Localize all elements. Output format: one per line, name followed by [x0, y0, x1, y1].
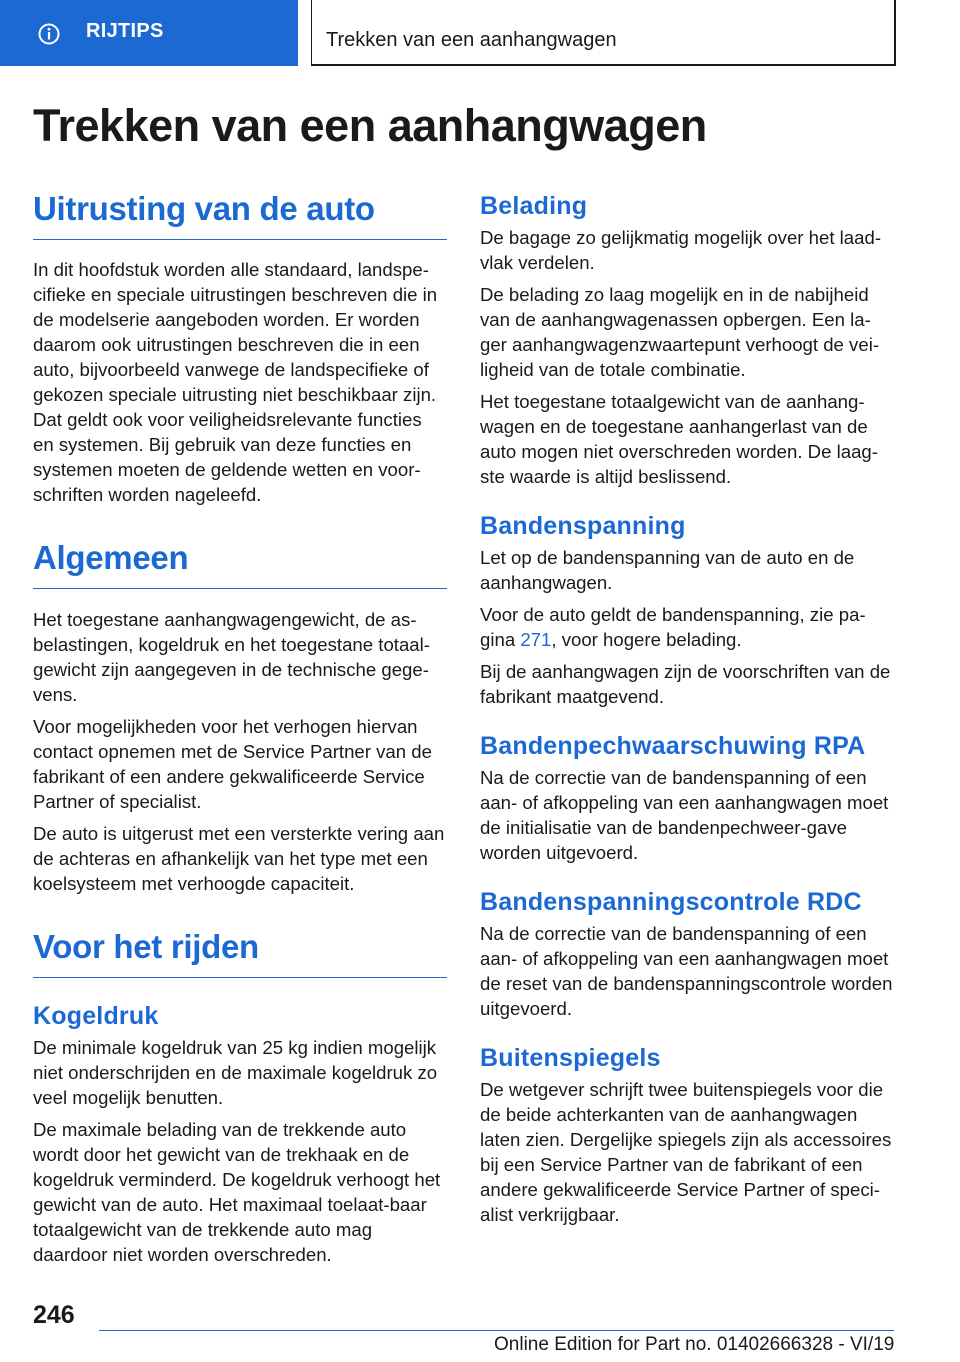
section-buitenspiegels	[480, 1044, 896, 1227]
info-icon	[38, 23, 60, 45]
section-belading	[480, 192, 896, 489]
subheading-belading: Belading	[480, 192, 588, 220]
page-link-271[interactable]: 271	[520, 629, 552, 650]
chapter-header	[311, 0, 896, 66]
section-bandenspanning	[480, 512, 896, 709]
paragraph: De maximale belading van de trekkende auto wordt door het gewicht van de trekhaak en de kogeldruk verminderd. De kogeldruk verhoogt het gewicht van de auto. Het maximaal toelaat‐baar totaalgewicht van de trekkende auto mag daardoor niet worden overschreden.	[33, 1119, 441, 1265]
paragraph: Het toegestane totaalgewicht van de aanhang‐wagen en de toegestane aanhangerlast van de auto mogen niet overschreden worden. De laag‐ste waarde is altijd beslissend.	[480, 391, 878, 487]
subheading-kogeldruk: Kogeldruk	[33, 1002, 159, 1030]
paragraph: De minimale kogeldruk van 25 kg indien mogelijk niet onderschrijden en de maximale kogeldruk zo veel mogelijk benutten.	[33, 1037, 438, 1108]
chapter-header-label: Trekken van een aanhangwagen	[326, 29, 617, 51]
section-heading-uitrusting: Uitrusting van de auto	[33, 190, 447, 240]
page-title: Trekken van een aanhangwagen	[33, 100, 707, 151]
section-tab-label: RIJTIPS	[86, 20, 164, 42]
paragraph-text: Voor de auto geldt de bandenspanning, zie pa‐gina	[480, 604, 866, 650]
left-column	[33, 190, 447, 1267]
footer-rule	[99, 1330, 894, 1331]
paragraph: Het toegestane aanhangwagengewicht, de as‐belastingen, kogeldruk en het toegestane totaal‐gewicht zijn aangegeven in de technische gege‐vens.	[33, 609, 430, 705]
right-column	[480, 192, 896, 1227]
paragraph: Na de correctie van de bandenspanning of een aan- of afkoppeling van een aanhangwagen moet de reset van de bandenspanningscontrole worden uitgevoerd.	[480, 923, 893, 1019]
paragraph	[480, 602, 896, 652]
section-heading-algemeen: Algemeen	[33, 539, 447, 589]
paragraph: De wetgever schrijft twee buitenspiegels voor die de beide achterkanten van de aanhangwagen laten zien. Dergelijke spiegels zijn als accessoires bij een Service Partner van de fabrikant of een andere gekwalificeerde Service Partner of speci‐alist verkrijgbaar.	[480, 1079, 892, 1225]
footer-edition: Online Edition for Part no. 01402666328 - VI/19	[494, 1334, 895, 1355]
paragraph: Na de correctie van de bandenspanning of een aan- of afkoppeling van een aanhangwagen moet de initialisatie van de bandenpechweer‐gave worden uitgevoerd.	[480, 767, 889, 863]
subheading-rdc: Bandenspanningscontrole RDC	[480, 888, 862, 916]
paragraph: Voor mogelijkheden voor het verhogen hiervan contact opnemen met de Service Partner van de fabrikant of een andere gekwalificeerde Service Partner of specialist.	[33, 716, 432, 812]
section-rdc	[480, 888, 896, 1021]
paragraph: Bij de aanhangwagen zijn de voorschriften van de fabrikant maatgevend.	[480, 661, 891, 707]
paragraph: Let op de bandenspanning van de auto en de aanhangwagen.	[480, 547, 855, 593]
page-number: 246	[33, 1301, 75, 1329]
paragraph: De auto is uitgerust met een versterkte vering aan de achteras en afhankelijk van het type met een koelsysteem met verhoogde capaciteit.	[33, 823, 445, 894]
paragraph: De belading zo laag mogelijk en in de nabijheid van de aanhangwagenassen opbergen. Een la‐ger aanhangwagenzwaartepunt verhoogt de vei‐ligheid van de totale combinatie.	[480, 284, 880, 380]
subheading-bandenspanning: Bandenspanning	[480, 512, 686, 540]
paragraph: In dit hoofdstuk worden alle standaard, landspe‐cifieke en speciale uitrustingen beschreven die in de modelserie aangeboden worden. Er worden daarom ook uitrustingen beschreven die in een auto, bijvoorbeeld vanwege de landspecifieke of gekozen speciale uitrusting niet beschikbaar zijn. Dat geldt ook voor veiligheidsrelevante functies en systemen. Bij gebruik van deze functies en systemen moeten de geldende wetten en voor‐schriften worden nageleefd.	[33, 259, 438, 505]
section-tab-rijtips[interactable]	[0, 0, 298, 66]
paragraph: De bagage zo gelijkmatig mogelijk over het laad‐vlak verdelen.	[480, 227, 882, 273]
section-voor-het-rijden	[33, 928, 447, 1267]
section-rpa	[480, 732, 896, 865]
section-heading-voor-het-rijden: Voor het rijden	[33, 928, 447, 978]
section-uitrusting	[33, 190, 447, 507]
subheading-rpa: Bandenpechwaarschuwing RPA	[480, 732, 866, 760]
paragraph-text: , voor hogere belading.	[551, 629, 742, 650]
subheading-buitenspiegels: Buitenspiegels	[480, 1044, 661, 1072]
section-algemeen	[33, 539, 447, 896]
